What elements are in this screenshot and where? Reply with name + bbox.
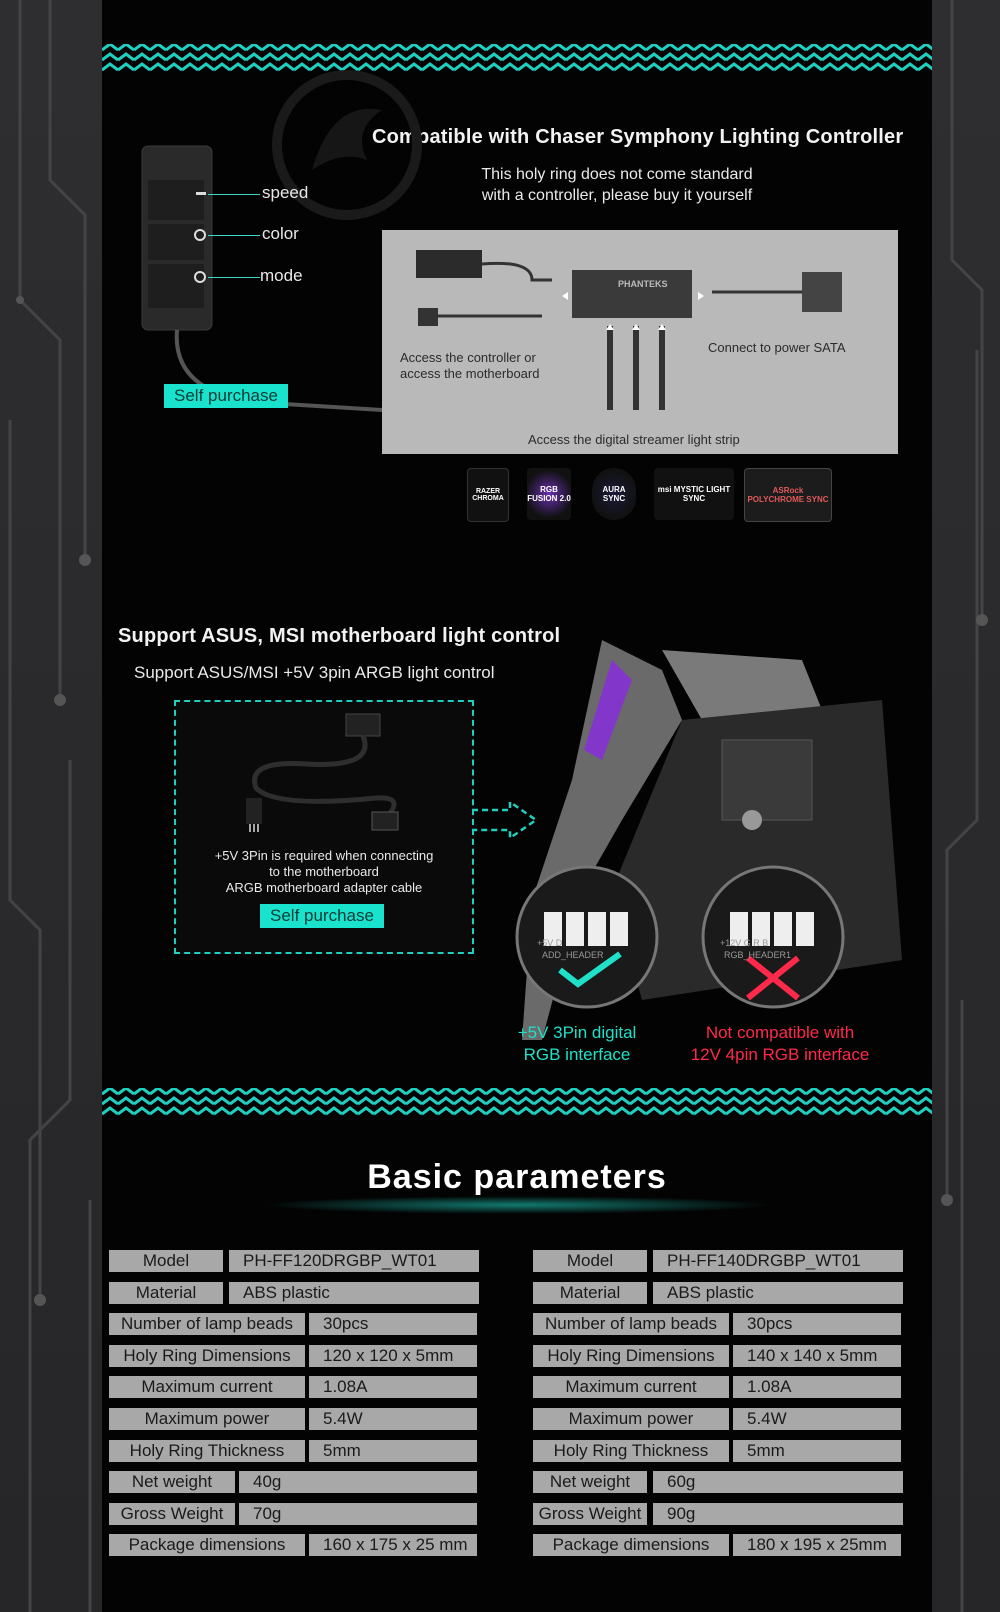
section2-subtitle: Support ASUS/MSI +5V 3pin ARGB light control (134, 663, 495, 682)
right-param-value: ABS plastic (653, 1282, 903, 1304)
diagram-left-text-2: access the motherboard (400, 366, 540, 381)
left-param-key: Number of lamp beads (109, 1313, 305, 1335)
mode-label: mode (260, 266, 303, 285)
aura-sync-logo: AURA SYNC (592, 468, 636, 520)
header-ok-text-2: ADD_HEADER (542, 950, 604, 960)
right-param-value: 180 x 195 x 25mm (733, 1534, 901, 1556)
left-param-key: Material (109, 1282, 223, 1304)
section2-title: Support ASUS, MSI motherboard light control (118, 625, 561, 647)
cable-text-3: ARGB motherboard adapter cable (225, 880, 423, 895)
cable-text-2: to the motherboard (269, 864, 379, 879)
header-bad-text: +12V G R B (720, 938, 769, 948)
right-param-value: 60g (653, 1471, 903, 1493)
left-param-value: 40g (239, 1471, 477, 1493)
asrock-polychrome-logo: ASRock POLYCHROME SYNC (744, 468, 832, 522)
left-param-value: 160 x 175 x 25 mm (309, 1534, 477, 1556)
left-param-key: Model (109, 1250, 223, 1272)
diagram-right-text: Connect to power SATA (708, 340, 846, 355)
right-param-value: 140 x 140 x 5mm (733, 1345, 901, 1367)
left-param-key: Maximum current (109, 1376, 305, 1398)
left-param-key: Package dimensions (109, 1534, 305, 1556)
left-param-value: PH-FF120DRGBP_WT01 (229, 1250, 479, 1272)
adapter-cable-box (174, 700, 474, 954)
self-purchase-badge-1: Self purchase (164, 384, 288, 408)
color-leader-line (208, 235, 260, 236)
diagram-bottom-text: Access the digital streamer light strip (528, 432, 740, 447)
bad-line-1: Not compatible with (705, 1023, 855, 1042)
right-param-key: Holy Ring Dimensions (533, 1345, 729, 1367)
bad-line-2: 12V 4pin RGB interface (690, 1045, 870, 1064)
left-param-value: ABS plastic (229, 1282, 479, 1304)
razer-chroma-logo: RAZER CHROMA (467, 468, 509, 522)
left-param-key: Maximum power (109, 1408, 305, 1430)
top-zigzag-band (102, 44, 932, 72)
section1-subtitle-2: with a controller, please buy it yourself (481, 187, 753, 204)
header-ok-text: +5V D (537, 938, 563, 948)
circuit-pattern-left (0, 0, 102, 1612)
diagram-left-text-1: Access the controller or (400, 350, 536, 365)
header-bad-text-2: RGB_HEADER1 (724, 950, 792, 960)
right-param-key: Model (533, 1250, 647, 1272)
circuit-pattern-right (932, 0, 1000, 1612)
right-param-key: Package dimensions (533, 1534, 729, 1556)
left-param-value: 120 x 120 x 5mm (309, 1345, 477, 1367)
right-param-value: 5.4W (733, 1408, 901, 1430)
ok-line-2: RGB interface (523, 1045, 631, 1064)
msi-mystic-light-logo: msi MYSTIC LIGHT SYNC (654, 468, 734, 520)
left-param-value: 5mm (309, 1440, 477, 1462)
connection-diagram (382, 230, 898, 454)
self-purchase-badge-2: Self purchase (260, 904, 384, 928)
left-side-background (0, 0, 102, 1612)
right-param-key: Material (533, 1282, 647, 1304)
rgb-fusion-logo: RGB FUSION 2.0 (527, 468, 571, 520)
diagram-brand-label: PHANTEKS (618, 279, 668, 289)
speed-leader-line (208, 194, 260, 195)
color-label: color (262, 224, 299, 243)
right-param-key: Holy Ring Thickness (533, 1440, 729, 1462)
cable-text-1: +5V 3Pin is required when connecting (214, 848, 434, 863)
section1-title: Compatible with Chaser Symphony Lighting Controller (372, 126, 904, 148)
mode-leader-line (208, 277, 260, 278)
title-glow (262, 1196, 772, 1214)
main-panel (102, 0, 932, 1612)
left-param-key: Holy Ring Thickness (109, 1440, 305, 1462)
middle-zigzag-band (102, 1088, 932, 1116)
right-param-value: 30pcs (733, 1313, 901, 1335)
left-param-value: 5.4W (309, 1408, 477, 1430)
left-param-key: Net weight (109, 1471, 235, 1493)
left-param-key: Holy Ring Dimensions (109, 1345, 305, 1367)
right-param-key: Number of lamp beads (533, 1313, 729, 1335)
right-param-value: 1.08A (733, 1376, 901, 1398)
adapter-cable-image (236, 708, 416, 848)
left-param-value: 30pcs (309, 1313, 477, 1335)
left-param-value: 70g (239, 1503, 477, 1525)
right-param-value: 5mm (733, 1440, 901, 1462)
left-param-value: 1.08A (309, 1376, 477, 1398)
right-param-value: 90g (653, 1503, 903, 1525)
right-param-key: Net weight (533, 1471, 647, 1493)
right-param-key: Maximum current (533, 1376, 729, 1398)
right-param-value: PH-FF140DRGBP_WT01 (653, 1250, 903, 1272)
right-side-background (932, 0, 1000, 1612)
section1-subtitle-1: This holy ring does not come standard (481, 166, 753, 183)
speed-label: speed (262, 183, 309, 202)
ok-line-1: +5V 3Pin digital (517, 1023, 637, 1042)
right-param-key: Gross Weight (533, 1503, 647, 1525)
left-param-key: Gross Weight (109, 1503, 235, 1525)
header-ok-zoom (512, 862, 662, 1012)
right-param-key: Maximum power (533, 1408, 729, 1430)
basic-parameters-title: Basic parameters (367, 1158, 667, 1196)
